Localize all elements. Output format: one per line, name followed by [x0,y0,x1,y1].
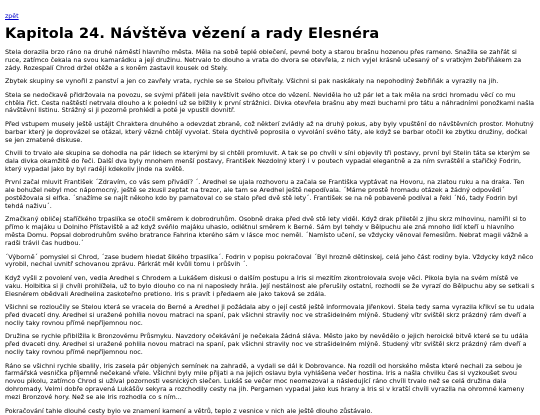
paragraph: Chvili to trvalo ale skupina se dohodla na pár lidech se kterými by si chtěli promluvit. A tak se po chvíli v síni objevily tři postavy, první byl Stelin táta se kterým se dala divka okamžitě do řeči. Další dva byly mnohem menší postavy, František Nezdolný který i v poutech vypadal elegantně a za ním svraštělí a stařičký Fodrin, který vypadal jako by byl radějí kdekoliv jinde na světě. [5,149,530,173]
paragraph: Zmačkaný obličej staříčkého trpaslíka se otočil směrem k dobrodruhům. Osobně draka před dvě stě lety viděl. Když drak přiletěl z jihu skrz mlhovinu, namířil si to přímo k majáku u Dolniho Přístaviště a až když svéňlo majáku uhaslo, odlétnul směrem k Berné. Sám byl tehdy v Bělpuchu ale zná mnoho lidí kteří u hlavního města Domu. Popsal dobrodruhům svého bratrance Fahrina kterého sám v lásce moc neměl. ´Namísto učení, se vždycky věnoval řemeslům. Nebrat magii vážně a radši trávil čas hudbou.´ [5,215,529,248]
paragraph: První začal mluvit František ´Zdravím, co vás sem přivádí? ´. Aredhel se ujala rozhovoru a začala se Františka vyptávat na Hovoru, na zlatou ruku a na draka. Ten ale bohužel nebyl moc nápomocný, ještě se zkusil zeptat na trezor, ale tam se Aredhel ještě nepodívala. ´Máme prostě hromadu otázek a žádný odpovědi´ postěžovala si elfka. ´snažíme se najít někoho kdo by pamatoval co se stalo před dvě stě lety´. František se na ně pobaveně podíval a řekl ´Nó, tady Fodrin byl tehdá naživu´. [5,178,525,210]
paragraph: Zbytek skupiny se vynořil z panství a jen co zavřely vrata, rychle se se Stelou přivítaly. Všichni si pak naskákaly na nepohodlný žebřiňák a vyrazily na jih. [5,77,499,86]
chapter-body [5,49,535,415]
paragraph: Když vyšli z povolení ven, vedla Aredhel s Chrodem a Lukášem diskusi o dalším postupu a Iris si mezitím zkontrolovala svoje věci. Pikola byla na svém místě ve vaku. Holbitka si ji chvíli prohlížela, už to bylo dlouho co na ni naposledy hrála. Její nestálnost ale přerušily ostatní, rozhodli se že vyrazí do Bělpuchu aby se setkali s Elesnérem obědvali Aredhelina zaskoteřno pretiono. Iris s pravít i předaem ale jako taková se zdála. [5,273,535,298]
paragraph: Všichni se rozloučily se Stelou která se vracela do Berné a Aredhel ji požádala aby o její cestě ještě informovala Jiřenkovi. Stela tedy sama vyrazila křikví se tu udala před dvacetí dny. Aredhel si uražené pohlíla novou matraci na spaní, pak všichni stravily noc ve strašidelném mlýně. Studený vítr svištěl skrz prázdný rám dveří a nocliy taky rovnou přímé nepříjemnou noc. [5,303,535,327]
paragraph: Ráno se všichni rychle sbalily, Iris zasela pár objených semínek na zahradě, a vydali se dál k Dobrovance. Na rozdíl od horského města které nechali za sebou je farmářská vesnička příjemně nečekané vřele. Všichni byly mile přijati a na jejich oslavu byla vyhlášena večer hostina. Iris a našla chvilku čas si vyzkoušet svou novou pikolu, zatímco Chrod si užíval pozornosti vesnických slečen. Lukáš se večer moc neomezoval a následující ráno chvíli trvalo než se celá družina dala dohromady. Velmi dobře opravená Lukášův sekyra a rozchodily cesty na jih. Pergamen vypadal jako kus hrany a Iris si v kratší chvíli vyrazila na ohromné kameny mezi Bronzové hory. Než se ale Iris rozhodla co s ním... [5,361,525,402]
paragraph: Před vstupem musely ještě ustájit Chraktera dnuhého a odevzdat zbraně, což některí zvládly až na druhý pokus, aby byly vpuštění do návštěvních prostor. Mohutný barbar který je doprovázel se otázal, který vězně chtějí vyvolat. Stela dychtivě poprosila o vyvolání svého táty, ale když se barbar otočil ke zbytku družiny, dočkal se jen zmatené diskuse. [5,119,534,144]
paragraph: Družina se rychle přiblížila k Bronzovému Průsmyku. Navzdory očekávání je nečekala žádná sláva. Město jako by nevědělo o jejich heroické bitvě které se tu udála před dvaceti dny. Aredhel si uražené pohlila novou matraci na spaní, pak všichni stravily noc ve strašidelném mlýně. Studený vítr svištěl skrz prázdný rám dveří a nocliy taky rovnou přímé nepříjemnou noc. [5,332,529,357]
paragraph: ´Výborně´ pomyslel si Chrod, ´zase budem hledat šikého trpaslíka´. Fodrin v popisu pokračoval ´Byl hrozně dětinskej, celá jeho část rodiny byla. Vždycky když něco vyrobil, nechal uvnitř schovanou zprávu. Párkrát měl kvůli tomu i průšvih ´. [5,252,534,269]
chapter-title: Kapitola 24. Návštěva vězení a rady Elesnéra [5,26,380,42]
back-link[interactable]: zpět [5,13,19,20]
paragraph: Pokračování tahle dlouhé cesty bylo ve znamení kamení a větrů, teplo z vesnice v nich ale ještě dlouho zůstávalo. [5,406,373,415]
paragraph: Stela se nedočkavě přidržovala na povozu, se svými přáteli jela navštívit svého otce do vězení. Neviděla ho už pár let a tak měla na srdci hromadu věcí co mu chtěla říct. Cesta naštěstí netrvala dlouho a k polední už se blížily k první strážnici. Divka otevřela brašnu aby mezi bucharni pro tátu a náhradními ponožkami našla návštěvní listinu. Strážný si ji pozorně prohlédl a poté je vpustil dovnitř. [5,90,535,115]
paragraph: Stela dorazila brzo ráno na druhé náměstí hlavního města. Měla na sobě teplé oblečení, pevné boty a starou brašnu hozenou přes rameno. Snažila se zahřát si ruce, zatímco čekala na svou kamarádku a její družinu. Netrvalo to dlouho a vrata do dvora se otevřela, z nich vyjel krásně učesaný oř s vratkým žebříňákem za zády. Rozespalí Chrod držel otěže a s koněm zastavil kousek od Stely. [5,48,522,72]
